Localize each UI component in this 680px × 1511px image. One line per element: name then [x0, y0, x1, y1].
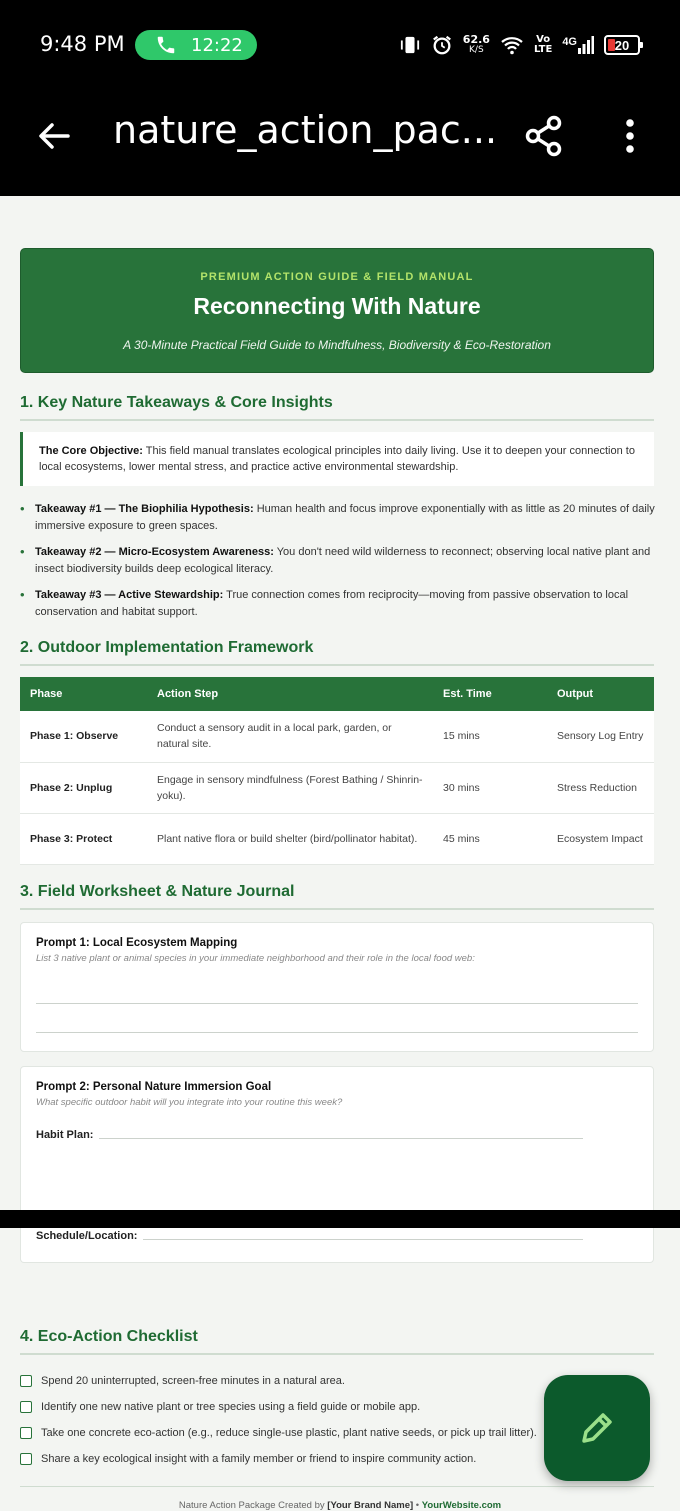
prompt-instructions: What specific outdoor habit will you integrate into your routine this week? — [36, 1097, 343, 1108]
table-cell: Ecosystem Impact — [547, 813, 654, 864]
table-cell: Sensory Log Entry — [547, 711, 654, 762]
takeaway-label: Takeaway #3 — Active Stewardship: — [35, 589, 224, 601]
status-bar — [0, 0, 680, 90]
volte-top: Vo — [536, 34, 551, 45]
table-row — [20, 813, 654, 864]
checkbox[interactable] — [20, 1427, 32, 1439]
callout-label: The Core Objective: — [39, 445, 143, 457]
volte-bottom: LTE — [533, 44, 553, 55]
file-title: nature_action_pac... — [113, 108, 498, 152]
prompt-title: Prompt 1: Local Ecosystem Mapping — [36, 937, 238, 949]
edit-fab-button[interactable] — [544, 1375, 650, 1481]
phone-icon — [155, 34, 177, 56]
status-time: 9:48 PM — [40, 32, 125, 56]
takeaway-text: You don't need wild wilderness to reconnect; observing local native plant and insect biodiversity builds deep ecological literacy. — [35, 546, 651, 575]
section-heading-checklist: 4. Eco-Action Checklist — [20, 1328, 654, 1355]
network-speed — [463, 34, 490, 56]
table-row — [20, 711, 654, 762]
table-cell: Plant native flora or build shelter (bird/pollinator habitat). — [147, 813, 433, 864]
call-duration: 12:22 — [191, 34, 243, 56]
battery-level: 20 — [614, 37, 630, 53]
net-speed-value: 62.6 — [462, 33, 490, 46]
checklist-item-label: Take one concrete eco-action (e.g., reduce single-use plastic, plant native seeds, or pick up trail litter). — [41, 1427, 537, 1439]
checkbox[interactable] — [20, 1375, 32, 1387]
takeaway-label: Takeaway #1 — The Biophilia Hypothesis: — [35, 503, 254, 515]
prompt-card-ecosystem — [20, 922, 654, 1052]
list-item — [20, 501, 660, 534]
checklist-item-label: Spend 20 uninterrupted, screen-free minutes in a natural area. — [41, 1375, 345, 1387]
share-icon[interactable] — [524, 115, 564, 157]
table-row — [20, 762, 654, 813]
table-cell: 15 mins — [433, 711, 547, 762]
document-page-1 — [0, 196, 680, 1210]
hero-subtitle: A 30-Minute Practical Field Guide to Mindfulness, Biodiversity & Eco-Restoration — [123, 338, 551, 352]
document-viewer[interactable] — [0, 196, 680, 1511]
section-heading-framework: 2. Outdoor Implementation Framework — [20, 639, 654, 666]
back-arrow-icon[interactable] — [34, 116, 74, 156]
section-heading-worksheet: 3. Field Worksheet & Nature Journal — [20, 883, 654, 910]
app-bar — [0, 90, 680, 196]
checklist-item-label: Share a key ecological insight with a family member or friend to inspire community action. — [41, 1453, 477, 1465]
table-cell: Stress Reduction — [547, 762, 654, 813]
volte-indicator — [534, 35, 552, 55]
answer-line[interactable] — [36, 1032, 638, 1033]
footer-divider — [20, 1486, 654, 1487]
wifi-icon — [500, 35, 524, 55]
callout-text: This field manual translates ecological principles into daily living. Use it to deepen your connection to local ecosystems, lower mental stress, and practice active environmental stewardship. — [39, 445, 635, 473]
table-cell: 30 mins — [433, 762, 547, 813]
core-objective-callout — [20, 432, 654, 486]
cellular-signal — [562, 36, 594, 54]
net-speed-unit: K/S — [469, 45, 484, 55]
column-header: Phase — [20, 677, 147, 711]
more-vert-icon[interactable] — [620, 118, 640, 154]
answer-line[interactable] — [143, 1239, 583, 1240]
edit-pencil-icon — [576, 1407, 618, 1449]
battery-icon — [604, 35, 640, 55]
footer-separator: • — [413, 1500, 422, 1511]
table-cell: Engage in sensory mindfulness (Forest Bathing / Shinrin-yoku). — [147, 762, 433, 813]
vibrate-icon — [399, 35, 421, 55]
implementation-table — [20, 677, 654, 865]
footer-prefix: Nature Action Package Created by — [178, 1500, 328, 1511]
status-icons — [399, 30, 640, 60]
schedule-location-field[interactable] — [36, 1230, 583, 1242]
footer-brand: [Your Brand Name] — [327, 1500, 414, 1511]
alarm-icon — [431, 34, 453, 56]
column-header: Action Step — [147, 677, 433, 711]
table-header-row — [20, 677, 654, 711]
section-heading-takeaways: 1. Key Nature Takeaways & Core Insights — [20, 394, 654, 421]
table-cell: Conduct a sensory audit in a local park, garden, or natural site. — [147, 711, 433, 762]
takeaway-label: Takeaway #2 — Micro-Ecosystem Awareness: — [35, 546, 274, 558]
checkbox[interactable] — [20, 1401, 32, 1413]
prompt-card-immersion-goal-cont — [20, 1228, 654, 1263]
takeaway-list — [20, 501, 660, 630]
checkbox[interactable] — [20, 1453, 32, 1465]
hero-kicker: PREMIUM ACTION GUIDE & FIELD MANUAL — [200, 271, 474, 283]
takeaway-text: Human health and focus improve exponentially with as little as 20 minutes of daily immersive exposure to green spaces. — [35, 503, 655, 532]
hero-title: Reconnecting With Nature — [193, 293, 481, 319]
table-cell: Phase 1: Observe — [20, 711, 147, 762]
page-separator — [0, 1210, 680, 1228]
prompt-card-immersion-goal — [20, 1066, 654, 1210]
ongoing-call-chip[interactable] — [135, 30, 257, 60]
column-header: Output — [547, 677, 654, 711]
takeaway-text: True connection comes from reciprocity—moving from passive observation to local conservation and habitat support. — [35, 589, 629, 618]
list-item — [20, 544, 660, 577]
habit-plan-label: Habit Plan: — [36, 1129, 94, 1141]
table-cell: Phase 2: Unplug — [20, 762, 147, 813]
network-type: 4G — [562, 36, 577, 48]
hero-banner — [20, 248, 654, 373]
answer-line[interactable] — [36, 1003, 638, 1004]
prompt-instructions: List 3 native plant or animal species in your immediate neighborhood and their role in the local food web: — [36, 953, 475, 964]
prompt-title: Prompt 2: Personal Nature Immersion Goal — [36, 1081, 272, 1093]
list-item — [20, 587, 660, 620]
column-header: Est. Time — [433, 677, 547, 711]
document-footer — [0, 1500, 680, 1511]
checklist-item-label: Identify one new native plant or tree species using a field guide or mobile app. — [41, 1401, 421, 1413]
signal-bars-icon — [578, 36, 594, 54]
answer-line[interactable] — [99, 1138, 583, 1139]
table-cell: Phase 3: Protect — [20, 813, 147, 864]
footer-website: YourWebsite.com — [421, 1500, 502, 1511]
table-cell: 45 mins — [433, 813, 547, 864]
schedule-location-label: Schedule/Location: — [36, 1230, 138, 1242]
habit-plan-field[interactable] — [36, 1129, 583, 1141]
